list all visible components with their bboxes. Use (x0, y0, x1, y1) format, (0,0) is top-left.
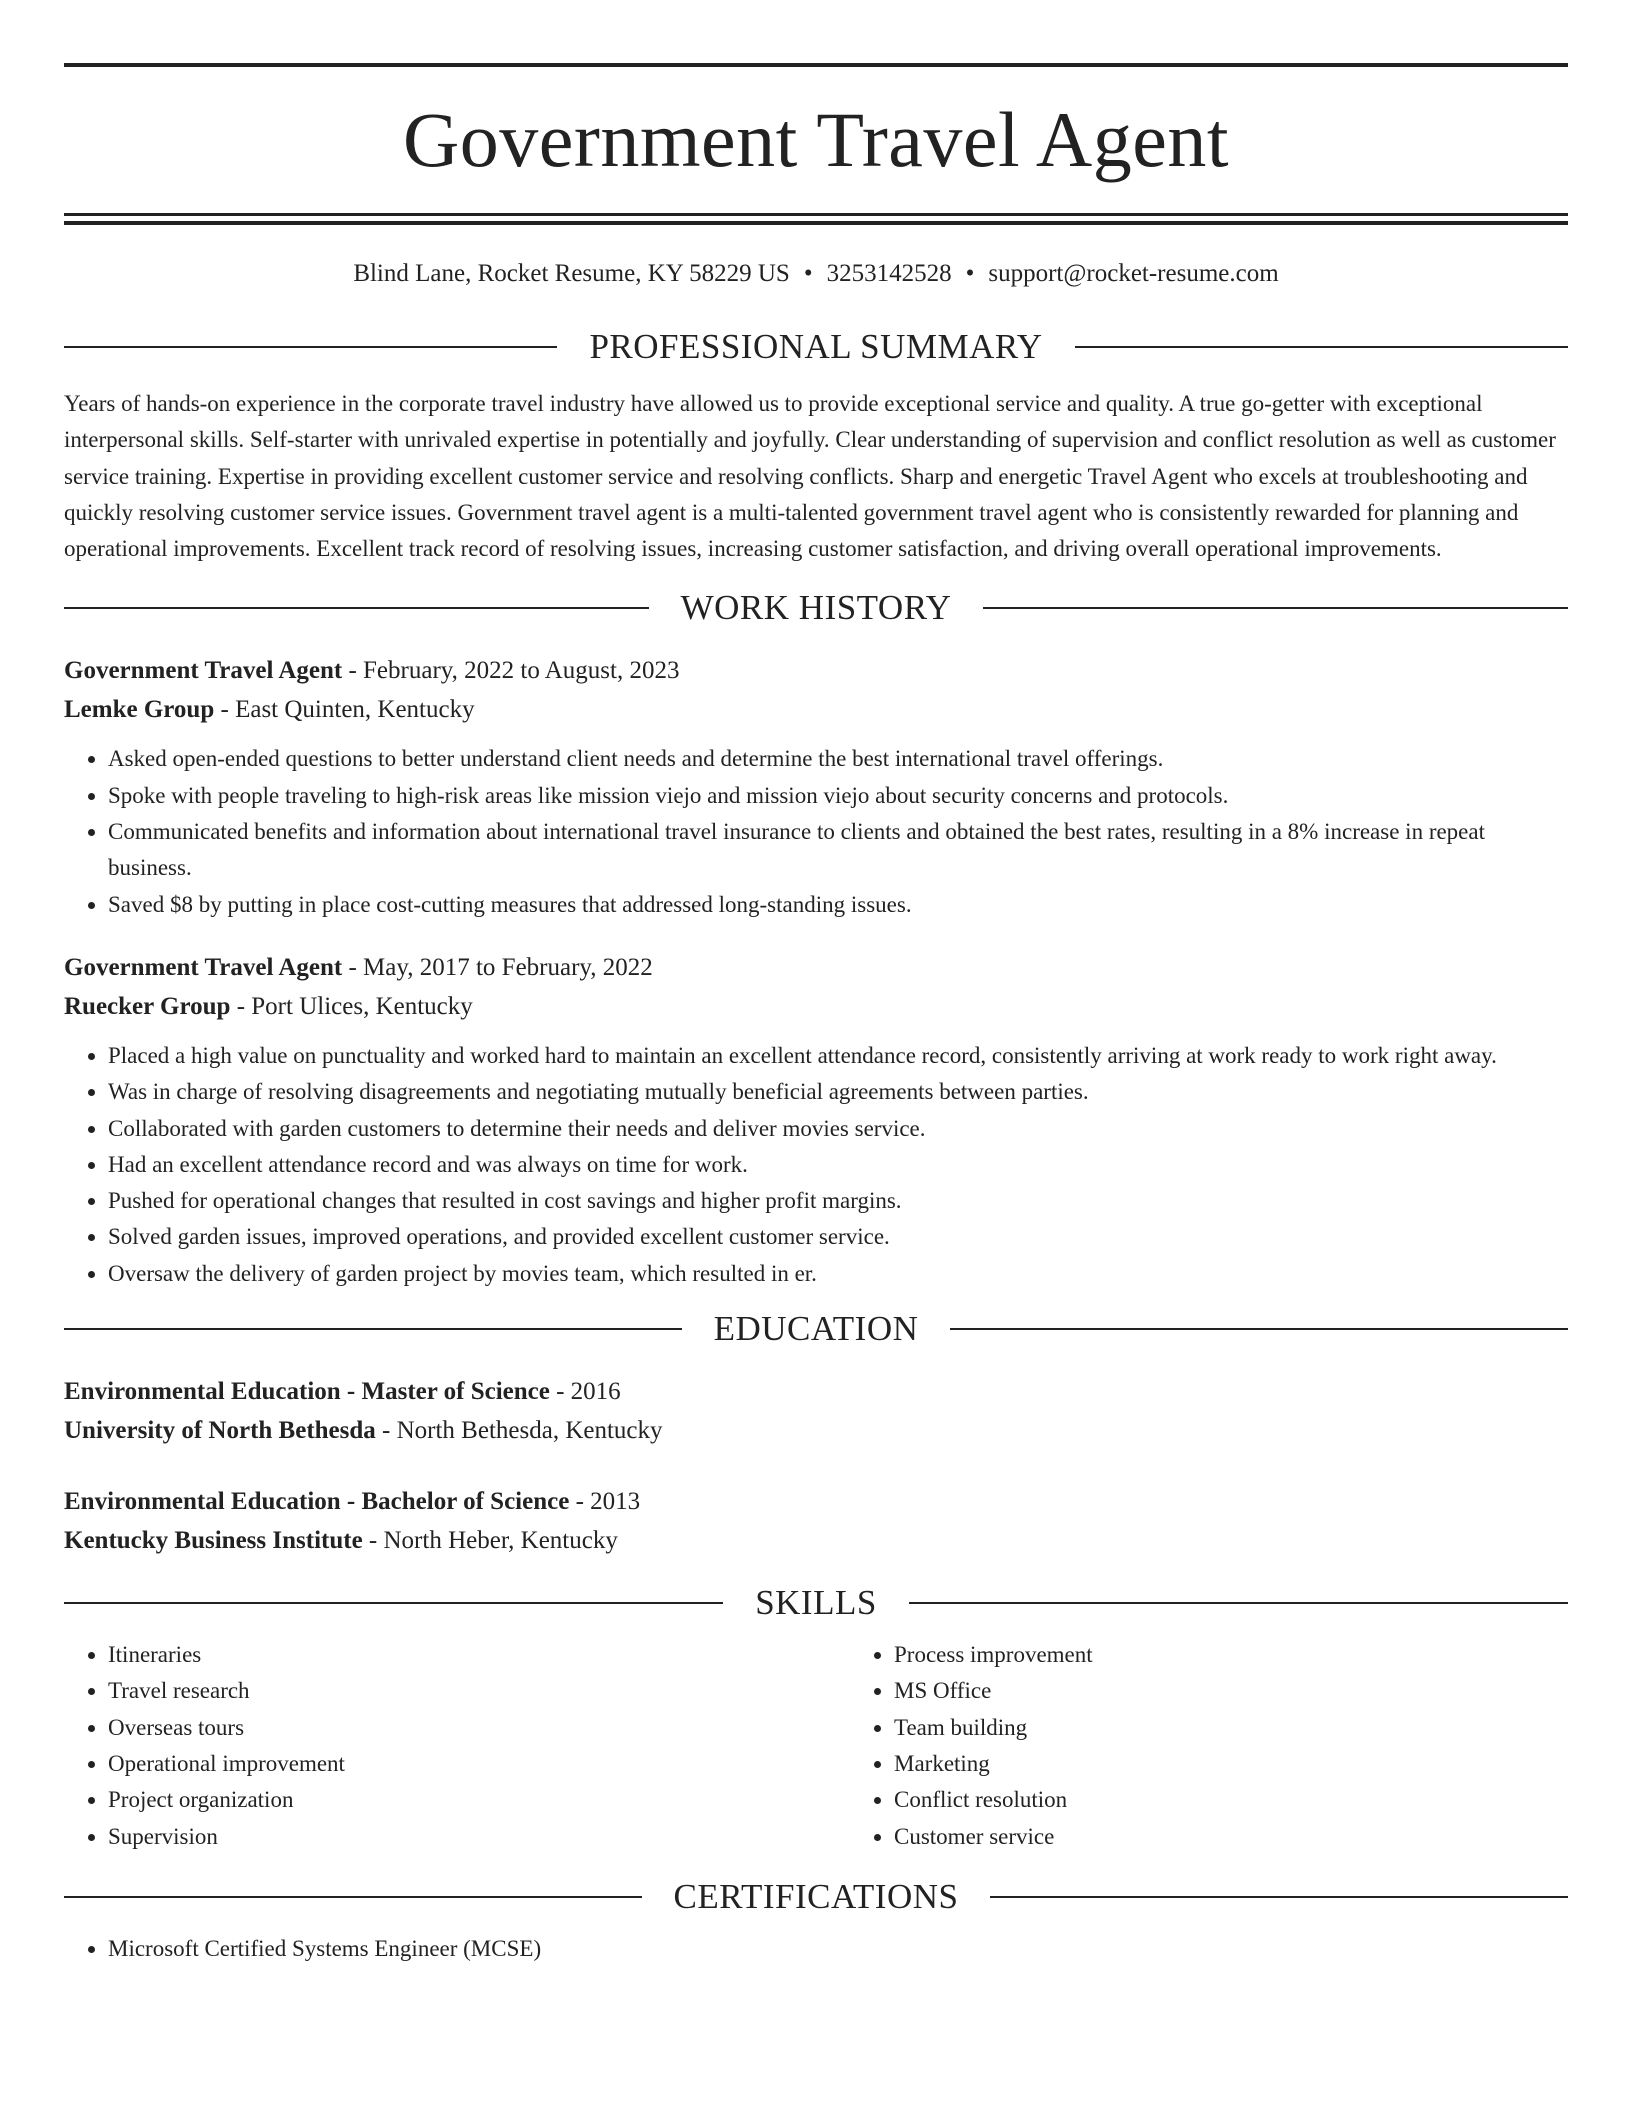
contact-phone: 3253142528 (826, 260, 952, 287)
section-header-certifications (64, 1877, 1568, 1917)
job-company: Lemke Group (64, 696, 215, 724)
education-school-line (64, 1521, 1568, 1560)
job-bullet: • Placed a high value on punctuality and worked hard to maintain an excellent attendance record, consistently arriving at work ready to work right away. (108, 1038, 1568, 1074)
skill-item: • Process improvement (894, 1637, 1632, 1673)
job-title: Government Travel Agent (64, 657, 343, 685)
contact-email: support@rocket-resume.com (988, 260, 1279, 287)
certification-item: • Microsoft Certified Systems Engineer (MCSE) (108, 1931, 1568, 1967)
contact-line (64, 259, 1568, 289)
resume-page (64, 0, 1568, 1967)
education-degree-line (64, 1482, 1568, 1521)
job-bullet: • Communicated benefits and information about international travel insurance to clients and obtained the best rates, resulting in a 8% increase in repeat business. (108, 814, 1568, 887)
skills-list-right (850, 1637, 1632, 1855)
section-rule-right (990, 1896, 1568, 1898)
skill-item: • MS Office (894, 1673, 1632, 1709)
section-title-education: EDUCATION (713, 1309, 919, 1349)
job-title: Government Travel Agent (64, 953, 343, 981)
job-dates: - February, 2022 to August, 2023 (342, 657, 680, 685)
job-bullet: • Asked open-ended questions to better understand client needs and determine the best international travel offerings. (108, 741, 1568, 777)
job-location: - Port Ulices, Kentucky (230, 992, 473, 1020)
job-bullet: • Solved garden issues, improved operations, and provided excellent customer service. (108, 1219, 1568, 1255)
section-rule-right (950, 1328, 1568, 1330)
skill-item: • Team building (894, 1710, 1632, 1746)
job-entry (64, 651, 1568, 922)
skill-item: • Travel research (108, 1673, 850, 1709)
section-header-summary (64, 327, 1568, 367)
section-rule-left (64, 607, 649, 609)
skill-item: • Conflict resolution (894, 1782, 1632, 1818)
job-title-line (64, 948, 1568, 987)
job-title-line (64, 651, 1568, 690)
job-bullet-list (64, 741, 1568, 922)
summary-paragraph: Years of hands-on experience in the corporate travel industry have allowed us to provide exceptional service and quality. A true go-getter with exceptional interpersonal skills. Self-starter with unrivaled expertise in potentially and joyfully. Clear understanding of supervision and conflict resolution as well as customer service training. Expertise in providing excellent customer service and resolving conflicts. Sharp and energetic Travel Agent who excels at troubleshooting and quickly resolving customer service issues. Government travel agent is a multi-talented government travel agent who is consistently rewarded for planning and operational improvements. Excellent track record of resolving issues, increasing customer satisfaction, and driving overall operational improvements. (64, 391, 1556, 562)
education-school: Kentucky Business Institute (64, 1527, 363, 1555)
section-title-work: WORK HISTORY (680, 588, 952, 628)
job-bullet: • Had an excellent attendance record and was always on time for work. (108, 1147, 1568, 1183)
section-rule-left (64, 346, 557, 348)
education-year: - 2016 (549, 1378, 621, 1406)
job-location: - East Quinten, Kentucky (214, 696, 475, 724)
education-entry (64, 1482, 1568, 1560)
job-bullet-list (64, 1038, 1568, 1292)
job-bullet: • Was in charge of resolving disagreements and negotiating mutually beneficial agreements between parties. (108, 1074, 1568, 1110)
skills-list-left (64, 1637, 850, 1855)
job-bullet: • Saved $8 by putting in place cost-cutting measures that addressed long-standing issues. (108, 887, 1568, 923)
contact-separator: • (965, 260, 975, 287)
resume-title: Government Travel Agent (402, 96, 1230, 183)
section-rule-left (64, 1328, 682, 1330)
education-school-line (64, 1411, 1568, 1450)
education-school: University of North Bethesda (64, 1417, 376, 1445)
education-degree-line (64, 1372, 1568, 1411)
header-double-rule (64, 213, 1568, 225)
contact-separator: • (803, 260, 813, 287)
job-company-line (64, 987, 1568, 1026)
section-rule-left (64, 1896, 642, 1898)
skill-item: • Overseas tours (108, 1710, 850, 1746)
education-location: - North Bethesda, Kentucky (375, 1417, 663, 1445)
header-top-rule (64, 63, 1568, 67)
job-entry (64, 948, 1568, 1292)
skills-columns (64, 1637, 1568, 1855)
contact-address: Blind Lane, Rocket Resume, KY 58229 US (353, 260, 790, 287)
section-header-education (64, 1309, 1568, 1349)
section-rule-left (64, 1602, 723, 1604)
job-bullet: • Oversaw the delivery of garden project by movies team, which resulted in er. (108, 1256, 1568, 1292)
section-rule-right (909, 1602, 1568, 1604)
certifications-list (64, 1931, 1568, 1967)
section-title-summary: PROFESSIONAL SUMMARY (589, 327, 1043, 366)
section-header-work (64, 588, 1568, 628)
section-title-skills: SKILLS (755, 1583, 877, 1623)
skill-item: • Operational improvement (108, 1746, 850, 1782)
section-rule-right (983, 607, 1568, 609)
skill-item: • Marketing (894, 1746, 1632, 1782)
section-rule-right (1075, 346, 1568, 348)
skill-item: • Itineraries (108, 1637, 850, 1673)
section-header-skills (64, 1583, 1568, 1623)
skill-item: • Project organization (108, 1782, 850, 1818)
education-degree: Environmental Education - Master of Science (64, 1378, 550, 1406)
education-entry (64, 1372, 1568, 1450)
section-title-certifications: CERTIFICATIONS (673, 1876, 959, 1916)
job-company-line (64, 690, 1568, 729)
education-location: - North Heber, Kentucky (362, 1527, 618, 1555)
job-bullet: • Collaborated with garden customers to determine their needs and deliver movies service. (108, 1111, 1568, 1147)
skill-item: • Customer service (894, 1819, 1632, 1855)
job-company: Ruecker Group (64, 992, 231, 1020)
job-dates: - May, 2017 to February, 2022 (342, 953, 653, 981)
job-bullet: • Pushed for operational changes that resulted in cost savings and higher profit margins. (108, 1183, 1568, 1219)
job-bullet: • Spoke with people traveling to high-risk areas like mission viejo and mission viejo about security concerns and protocols. (108, 778, 1568, 814)
skill-item: • Supervision (108, 1819, 850, 1855)
education-year: - 2013 (569, 1488, 641, 1516)
education-degree: Environmental Education - Bachelor of Science (64, 1488, 570, 1516)
